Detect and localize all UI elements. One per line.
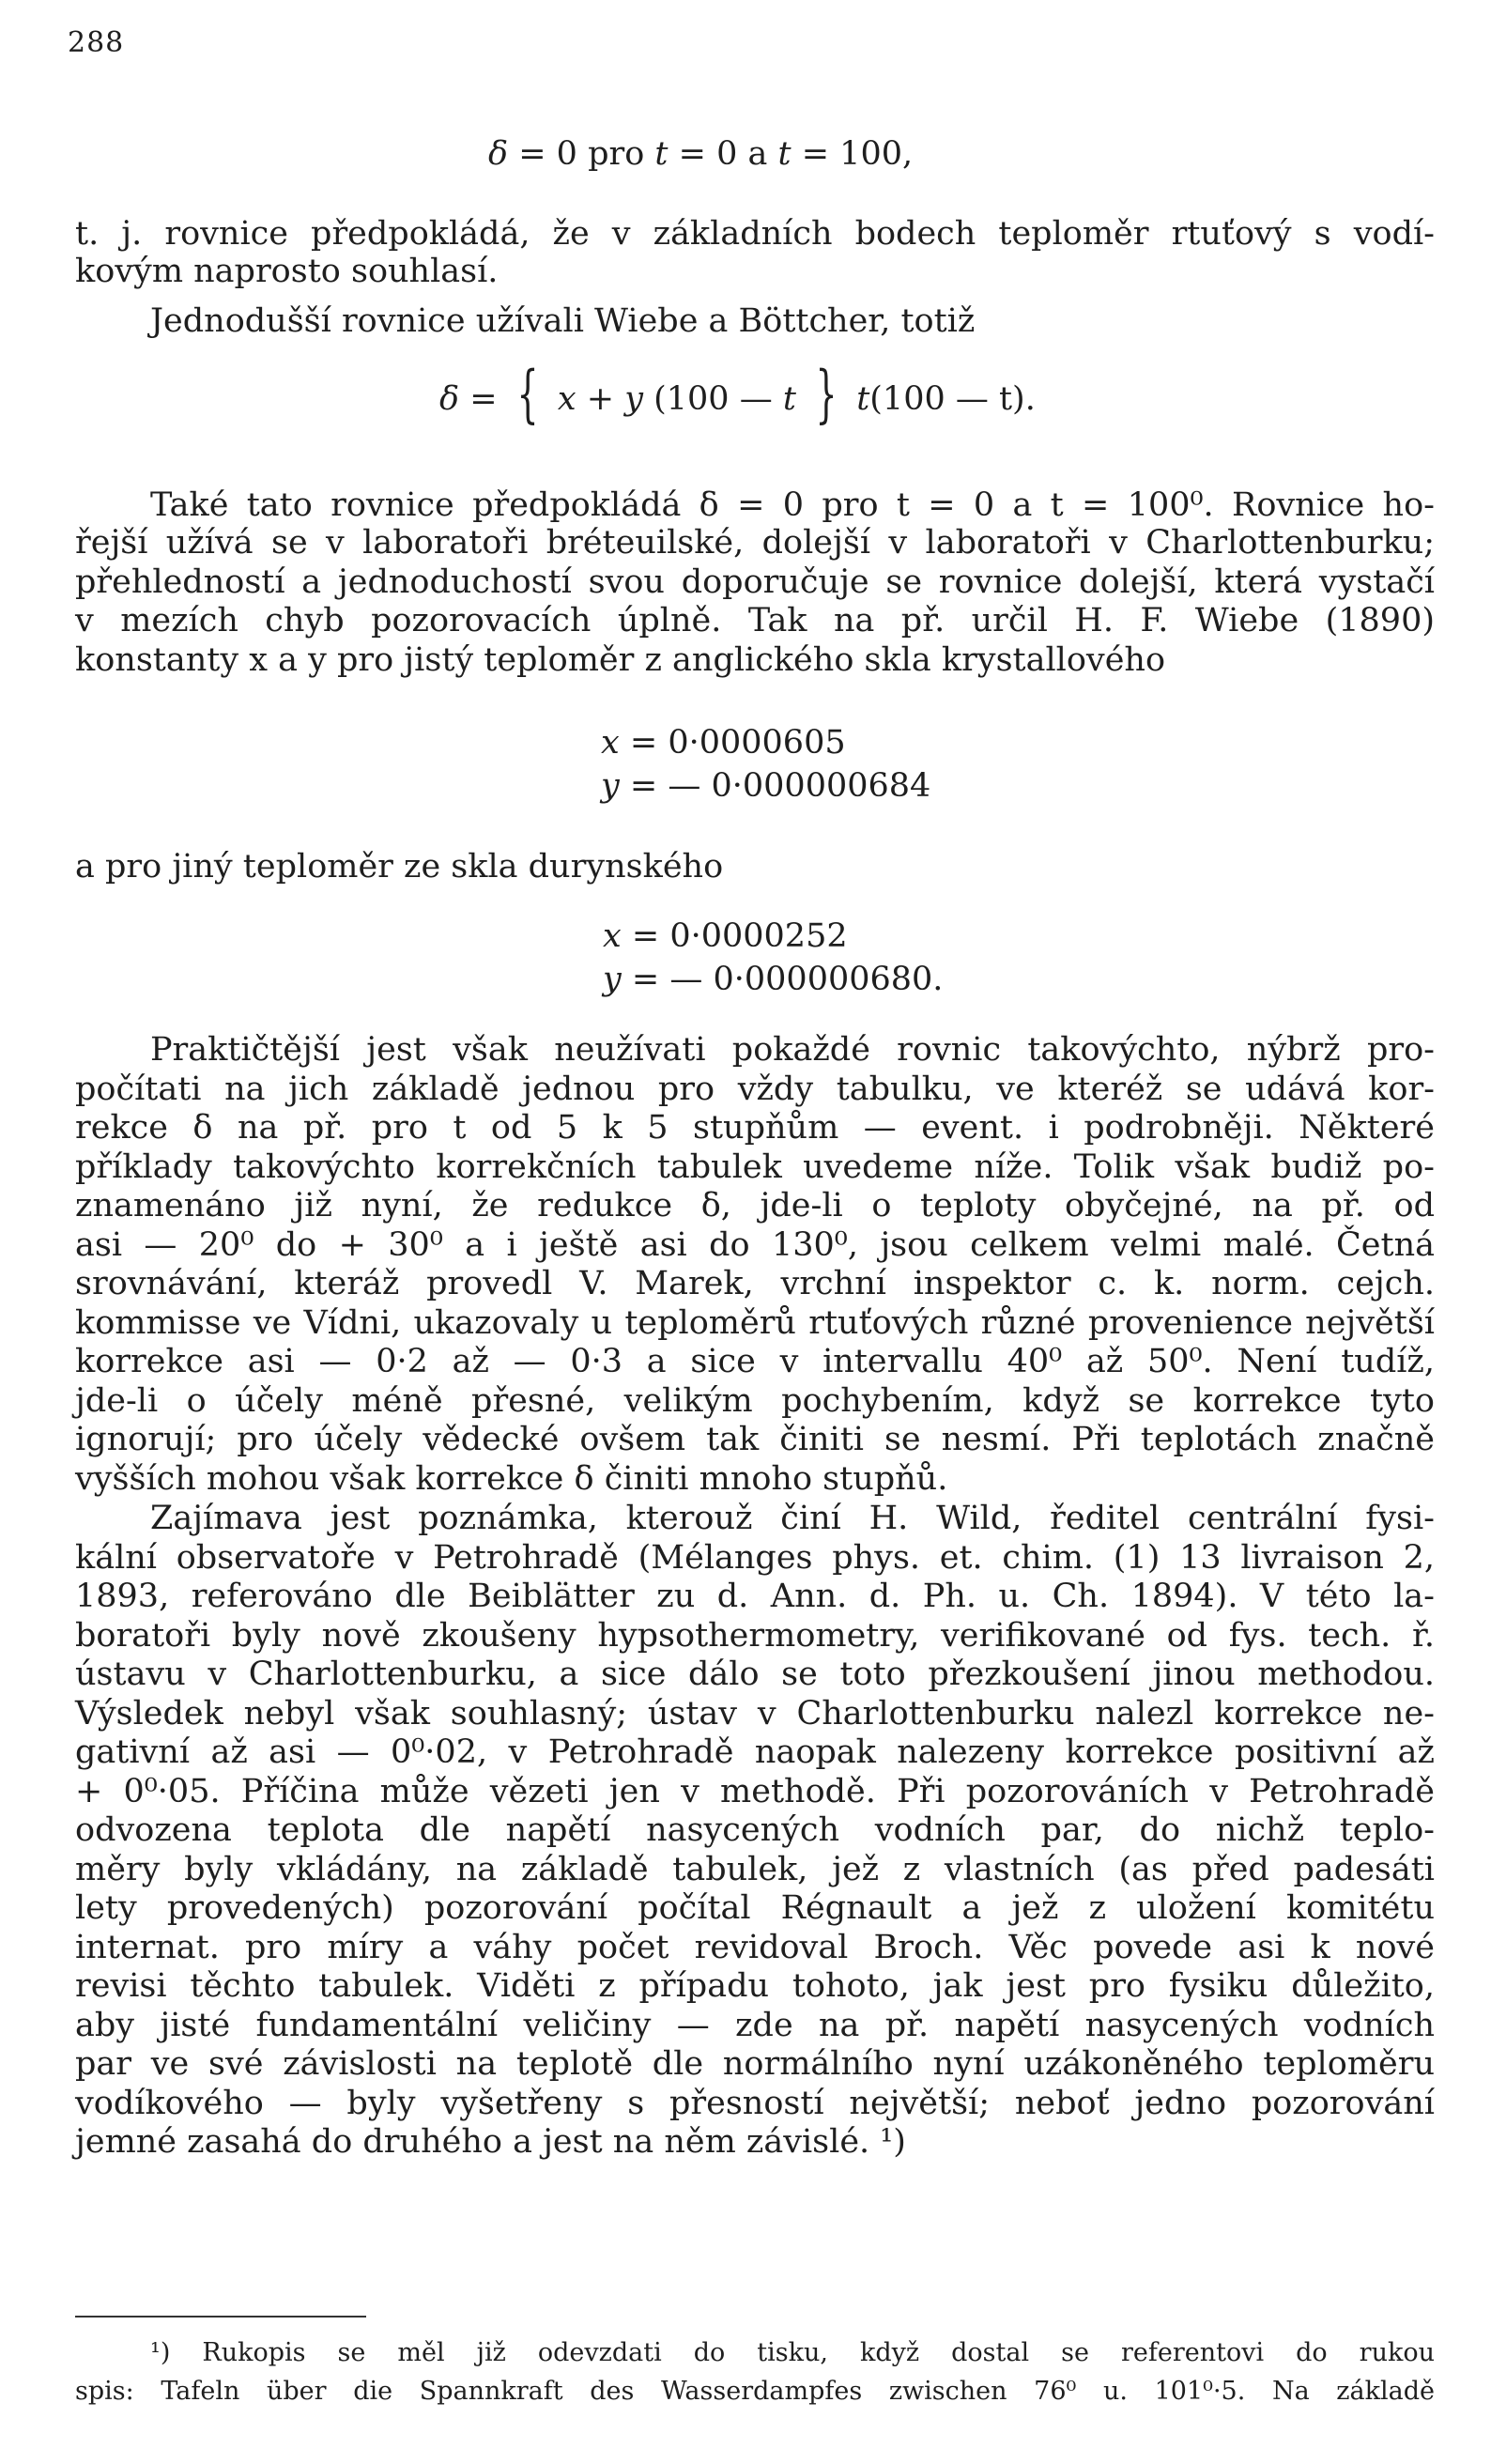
text-line: lety provedených) pozorování počítal Régnault a jež z uložení komitétu [75, 1889, 1435, 1927]
value: = 0·0000605 [629, 724, 846, 762]
text-line: Jednodušší rovnice užívali Wiebe a Böttcher, totiž [150, 302, 976, 340]
value: = 0·0000252 [631, 917, 848, 955]
text-line: konstanty x a y pro jistý teploměr z anglického skla krystallového [75, 641, 1166, 679]
text-line: ignorují; pro účely vědecké ovšem tak činiti se nesmí. Při teplotách značně [75, 1421, 1435, 1458]
text-line: asi — 20⁰ do + 30⁰ a i ještě asi do 130⁰, jsou celkem velmi malé. Četná [75, 1226, 1435, 1264]
eq-part: = 100, [801, 135, 914, 173]
text-line: Také tato rovnice předpokládá δ = 0 pro t = 0 a t = 100⁰. Rovnice ho- [150, 486, 1435, 524]
text-line: počítati na jich základě jednou pro vždy tabulku, ve kteréž se udává kor- [75, 1070, 1435, 1108]
text-line: kommisse ve Vídni, ukazovaly u teploměrů rtuťových různé provenience největší [75, 1304, 1435, 1342]
text-line: internat. pro míry a váhy počet revidoval Broch. Věc povede asi k nové [75, 1929, 1435, 1966]
text-line: znamenáno již nyní, že redukce δ, jde-li o teploty obyčejné, na př. od [75, 1187, 1435, 1224]
var-x: x [601, 724, 620, 762]
text-line: měry byly vkládány, na základě tabulek, jež z vlastních (as před padesáti [75, 1851, 1435, 1888]
text-line: rekce δ na př. pro t od 5 k 5 stupňům — event. i podrobněji. Některé [75, 1109, 1435, 1147]
constant-x-thuringian [603, 917, 848, 955]
eq-y: y [624, 380, 643, 418]
text-line: jde-li o účely méně přesné, velikým pochybením, když se korrekce tyto [75, 1382, 1435, 1420]
eq-part: (100 — t). [869, 380, 1036, 418]
eq-t: t [782, 380, 796, 418]
text-line: řejší užívá se v laboratoři bréteuilské, dolejší v laboratoři v Charlottenburku; [75, 524, 1435, 562]
eq-t: t [777, 135, 792, 173]
text-line: korrekce asi — 0·2 až — 0·3 a sice v intervallu 40⁰ až 50⁰. Není tudíž, [75, 1343, 1435, 1380]
var-x: x [603, 917, 622, 955]
eq-part: + [586, 380, 615, 418]
eq-part: = 0 pro [518, 135, 645, 173]
text-line: jemné zasahá do druhého a jest na něm závislé. ¹) [75, 2123, 906, 2161]
text-line: 1893, referováno dle Beiblätter zu d. Ann. d. Ph. u. Ch. 1894). V této la- [75, 1578, 1435, 1615]
value: = — 0·000000684 [629, 767, 931, 805]
constant-y-thuringian [603, 961, 943, 998]
open-brace: { [516, 358, 539, 430]
text-line: Praktičtější jest však neužívati pokaždé rovnic takovýchto, nýbrž pro- [150, 1031, 1435, 1069]
text-line: + 0⁰·05. Příčina může vězeti jen v methodě. Při pozorováních v Petrohradě [75, 1773, 1435, 1810]
eq-delta: δ [488, 135, 509, 173]
eq-part: = 0 a [678, 135, 768, 173]
eq-part: = [469, 380, 498, 418]
equation-boundary-conditions [488, 135, 913, 173]
value: = — 0·000000680. [631, 961, 944, 998]
text-line: srovnávání, kteráž provedl V. Marek, vrchní inspektor c. k. norm. cejch. [75, 1265, 1435, 1302]
text-line: gativní až asi — 0⁰·02, v Petrohradě naopak nalezeny korrekce positivní až [75, 1733, 1435, 1771]
text-line: par ve své závislosti na teplotě dle normálního nyní uzákoněného teploměru [75, 2045, 1435, 2083]
text-line: ústavu v Charlottenburku, a sice dálo se toto přezkoušení jinou methodou. [75, 1656, 1435, 1693]
equation-wiebe [439, 358, 1036, 430]
text-line: kální observatoře v Petrohradě (Mélanges phys. et. chim. (1) 13 livraison 2, [75, 1539, 1435, 1577]
footnote-line: spis: Tafeln über die Spannkraft des Wasserdampfes zwischen 76⁰ u. 101⁰·5. Na základě [75, 2377, 1435, 2406]
text-line: aby jisté fundamentální veličiny — zde na př. napětí nasycených vodních [75, 2007, 1435, 2044]
text-line: revisi těchto tabulek. Viděti z případu tohoto, jak jest pro fysiku důležito, [75, 1967, 1435, 2005]
var-y: y [601, 767, 620, 805]
constant-y-english [601, 767, 930, 805]
text-line: Zajímava jest poznámka, kterouž činí H. Wild, ředitel centrální fysi- [150, 1500, 1435, 1537]
footnote-line: ¹) Rukopis se měl již odevzdati do tisku, když dostal se referentovi do rukou [150, 2338, 1435, 2367]
text-line: boratoři byly nově zkoušeny hypsothermometry, verifikované od fys. tech. ř. [75, 1617, 1435, 1655]
text-line: kovým naprosto souhlasí. [75, 253, 499, 290]
text-line: přehledností a jednoduchostí svou doporučuje se rovnice dolejší, která vystačí [75, 563, 1435, 601]
text-line: odvozena teplota dle napětí nasycených vodních par, do nichž teplo- [75, 1811, 1435, 1849]
footnote-divider [75, 2316, 366, 2318]
var-y: y [603, 961, 622, 998]
page-number: 288 [68, 26, 125, 59]
eq-x: x [557, 380, 576, 418]
eq-t: t [654, 135, 669, 173]
eq-delta: δ [439, 380, 460, 418]
text-line: t. j. rovnice předpokládá, že v základních bodech teploměr rtuťový s vodí- [75, 215, 1435, 253]
constant-x-english [601, 724, 846, 762]
text-line: vyšších mohou však korrekce δ činiti mnoho stupňů. [75, 1460, 948, 1498]
text-line: vodíkového — byly vyšetřeny s přesností největší; neboť jedno pozorování [75, 2085, 1435, 2122]
text-line: příklady takovýchto korrekčních tabulek uvedeme níže. Tolik však budiž po- [75, 1148, 1435, 1186]
text-line: Výsledek nebyl však souhlasný; ústav v Charlottenburku nalezl korrekce ne- [75, 1695, 1435, 1732]
eq-part: (100 — [653, 380, 773, 418]
text-line: v mezích chyb pozorovacích úplně. Tak na př. určil H. F. Wiebe (1890) [75, 602, 1435, 639]
text-line: a pro jiný teploměr ze skla durynského [75, 848, 724, 886]
close-brace: } [815, 358, 838, 430]
eq-t: t [856, 380, 870, 418]
